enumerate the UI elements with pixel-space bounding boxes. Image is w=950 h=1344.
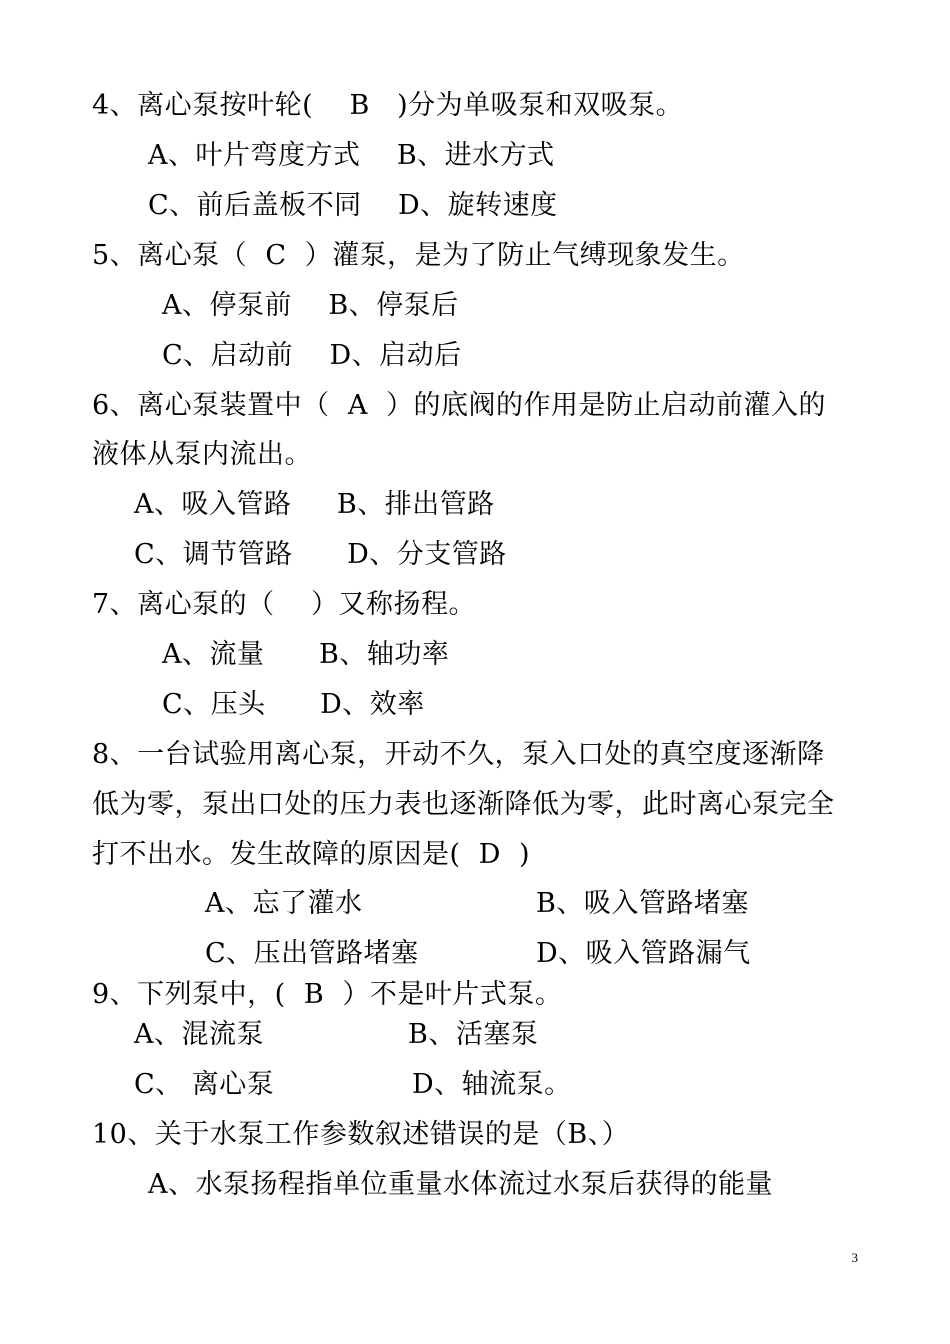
question-7-options-line-2: C、压头 D、效率 [162, 689, 425, 720]
question-4-options-line-2: C、前后盖板不同 D、旋转速度 [148, 190, 558, 221]
question-8-stem-line-1: 8、一台试验用离心泵，开动不久，泵入口处的真空度逐渐降 [92, 739, 825, 770]
question-8-stem-line-2: 低为零，泵出口处的压力表也逐渐降低为零，此时离心泵完全 [92, 789, 835, 820]
question-8-option-b: B、吸入管路堵塞 [536, 888, 749, 919]
question-4-stem: 4、离心泵按叶轮( B )分为单吸泵和双吸泵。 [92, 90, 684, 121]
question-8-option-a: A、忘了灌水 [205, 888, 363, 919]
question-6-stem-line-1: 6、离心泵装置中（ A ）的底阀的作用是防止启动前灌入的 [92, 390, 827, 421]
question-5-options-line-2: C、启动前 D、启动后 [162, 340, 462, 371]
question-10-stem: 10、关于水泵工作参数叙述错误的是（B、） [92, 1119, 630, 1150]
question-8-option-d: D、吸入管路漏气 [536, 938, 751, 969]
page-number: 3 [851, 1250, 858, 1265]
question-8-stem-line-3: 打不出水。发生故障的原因是( D ) [92, 839, 531, 870]
question-9-stem: 9、下列泵中，( B ）不是叶片式泵。 [92, 979, 563, 1010]
question-6-options-line-2: C、调节管路 D、分支管路 [134, 539, 507, 570]
question-8-option-c: C、压出管路堵塞 [205, 938, 419, 969]
question-9-option-d: D、轴流泵。 [412, 1069, 572, 1100]
question-5-options-line-1: A、停泵前 B、停泵后 [162, 290, 459, 321]
question-10-option-a: A、水泵扬程指单位重量水体流过水泵后获得的能量 [148, 1169, 773, 1200]
question-7-options-line-1: A、流量 B、轴功率 [162, 639, 450, 670]
question-4-options-line-1: A、叶片弯度方式 B、进水方式 [148, 140, 555, 171]
question-9-option-b: B、活塞泵 [408, 1019, 539, 1050]
question-7-stem: 7、离心泵的（ ）又称扬程。 [92, 589, 477, 620]
question-5-stem: 5、离心泵（ C ）灌泵，是为了防止气缚现象发生。 [92, 240, 745, 271]
question-6-options-line-1: A、吸入管路 B、排出管路 [134, 489, 495, 520]
question-9-option-a: A、混流泵 [134, 1019, 264, 1050]
question-9-option-c: C、 离心泵 [134, 1069, 275, 1100]
question-6-stem-line-2: 液体从泵内流出。 [92, 439, 312, 470]
